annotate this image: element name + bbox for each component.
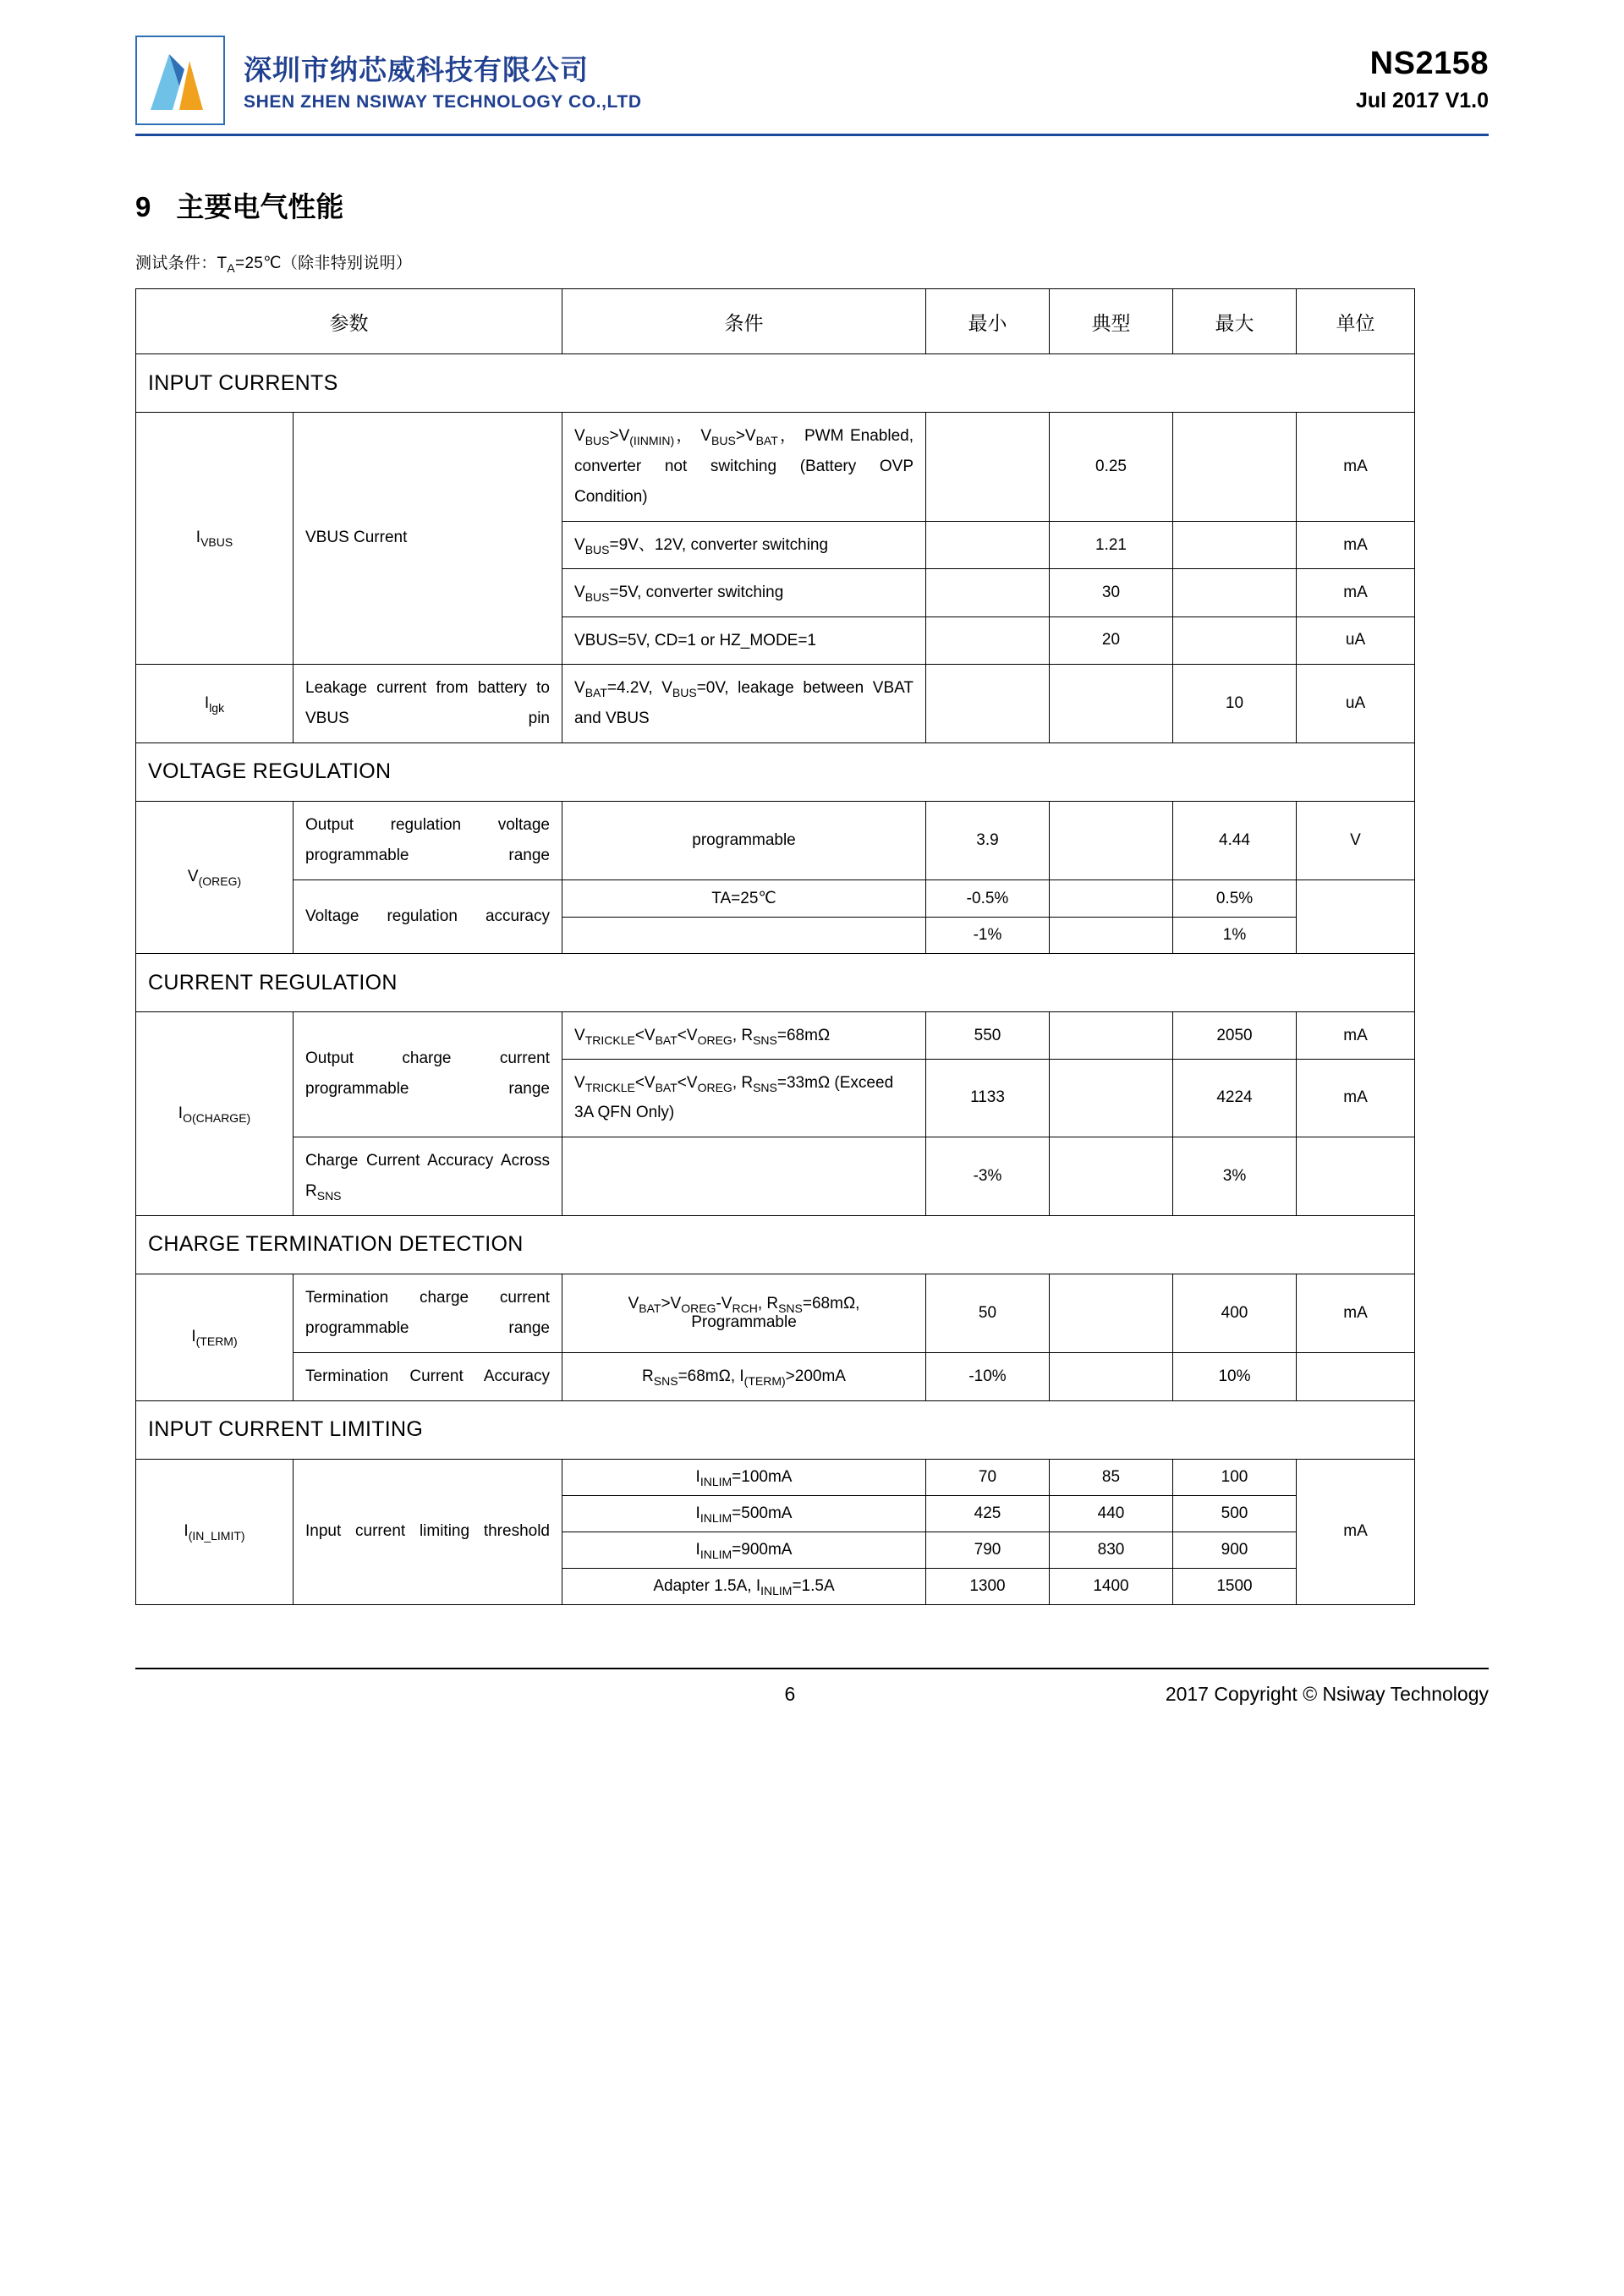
- cond-part: ， PWM Enabled, converter not switching (Battery OVP Condition): [574, 427, 914, 507]
- value-typ: 20: [1050, 616, 1173, 664]
- cond-sub: (TERM): [743, 1373, 786, 1388]
- param-symbol-ilgk: [136, 664, 294, 743]
- cond-part: V: [574, 536, 585, 555]
- cond-part: ， V: [674, 427, 712, 445]
- cond-part: , R: [757, 1294, 779, 1312]
- cond-sub: RCH: [732, 1301, 758, 1315]
- group-header-row: [136, 1215, 1415, 1274]
- cond-sub: INLIM: [700, 1510, 732, 1525]
- condition-cell: [562, 1352, 926, 1400]
- part-number: NS2158: [1369, 46, 1489, 81]
- cond-part: =68mΩ, I: [678, 1367, 744, 1385]
- page-header: [135, 0, 1489, 125]
- cond-part: V: [574, 1074, 585, 1093]
- column-header-condition: 条件: [562, 289, 926, 354]
- cond-sub: BAT: [639, 1301, 661, 1315]
- param-main: I: [191, 1328, 196, 1346]
- cond-part: =100mA: [732, 1467, 793, 1486]
- condition-cell: [562, 1060, 926, 1137]
- desc-sub: SNS: [316, 1188, 342, 1203]
- cond-part: =5V, converter switching: [609, 584, 784, 602]
- value-typ: [1050, 664, 1173, 743]
- nsiway-logo-icon: [135, 36, 225, 125]
- value-min: 790: [926, 1532, 1050, 1568]
- cond-part: , R: [732, 1027, 754, 1045]
- table-header-row: [136, 289, 1415, 354]
- cond-part: V: [574, 427, 585, 445]
- value-typ: 1400: [1050, 1568, 1173, 1604]
- value-unit: uA: [1297, 616, 1415, 664]
- cond-sub: OREG: [697, 1033, 732, 1047]
- value-max: 10: [1173, 664, 1297, 743]
- value-typ: 30: [1050, 569, 1173, 616]
- param-description: VBUS Current: [294, 413, 562, 665]
- value-min: -0.5%: [926, 880, 1050, 918]
- cond-sub: BUS: [584, 590, 610, 605]
- value-typ: 1.21: [1050, 522, 1173, 569]
- group-title-voltage-regulation: VOLTAGE REGULATION: [136, 743, 1415, 801]
- electrical-spec-table: [135, 288, 1415, 1605]
- value-min: [926, 616, 1050, 664]
- value-min: 425: [926, 1495, 1050, 1532]
- param-description: Voltage regulation accuracy: [294, 880, 562, 954]
- param-symbol-iterm: [136, 1274, 294, 1400]
- condition-cell: [562, 1012, 926, 1060]
- value-unit: V: [1297, 801, 1415, 879]
- cond-sub: OREG: [697, 1081, 732, 1095]
- group-header-row: [136, 743, 1415, 801]
- condition-cell: [562, 918, 926, 954]
- group-header-row: [136, 354, 1415, 413]
- page-title: [135, 185, 1489, 225]
- param-main: I: [184, 1522, 189, 1541]
- cond-part: I: [695, 1504, 700, 1522]
- cond-part: V: [574, 584, 585, 602]
- param-main: I: [178, 1104, 184, 1122]
- cond-part: I: [695, 1467, 700, 1486]
- cond-sub: SNS: [753, 1033, 777, 1047]
- value-min: 550: [926, 1012, 1050, 1060]
- cond-part: I: [695, 1540, 700, 1559]
- value-unit: [1297, 1137, 1415, 1215]
- cond-part: =4.2V, V: [606, 678, 672, 697]
- company-branding: [135, 36, 642, 125]
- value-max: [1173, 522, 1297, 569]
- condition-cell: TA=25℃: [562, 880, 926, 918]
- cond-sub: SNS: [653, 1373, 678, 1388]
- cond-part: >200mA: [785, 1367, 846, 1385]
- cond-part: =0V, leakage between VBAT and VBUS: [574, 678, 914, 727]
- value-min: [926, 569, 1050, 616]
- value-unit: [1297, 880, 1415, 954]
- cond-sub: INLIM: [760, 1583, 793, 1597]
- value-typ: [1050, 918, 1173, 954]
- value-max: 500: [1173, 1495, 1297, 1532]
- cond-part: R: [642, 1367, 654, 1385]
- value-max: [1173, 569, 1297, 616]
- param-sub: (TERM): [195, 1334, 238, 1349]
- value-unit: mA: [1297, 1060, 1415, 1137]
- cond-sub: (IINMIN): [629, 433, 675, 447]
- cond-part: =9V、12V, converter switching: [609, 536, 829, 555]
- value-max: 100: [1173, 1459, 1297, 1495]
- value-min: 3.9: [926, 801, 1050, 879]
- value-typ: [1050, 1012, 1173, 1060]
- param-sub: (OREG): [198, 874, 242, 889]
- group-header-row: [136, 1400, 1415, 1459]
- param-sub: O(CHARGE): [183, 1110, 251, 1125]
- condition-cell: [562, 1568, 926, 1604]
- condition-cell: [562, 413, 926, 522]
- value-max: 1%: [1173, 918, 1297, 954]
- value-typ: 830: [1050, 1532, 1173, 1568]
- group-title-charge-termination: CHARGE TERMINATION DETECTION: [136, 1215, 1415, 1274]
- cond-part: -V: [716, 1294, 732, 1312]
- value-typ: [1050, 880, 1173, 918]
- section-number: 9: [135, 191, 151, 222]
- value-unit: [1297, 1352, 1415, 1400]
- desc-part: Charge Current Accuracy Across R: [305, 1151, 550, 1200]
- cond-sub: SNS: [778, 1301, 803, 1315]
- param-symbol-voreg: [136, 801, 294, 953]
- param-symbol-iocharge: [136, 1012, 294, 1216]
- cond-sub: TRICKLE: [584, 1033, 635, 1047]
- table-row: [136, 1459, 1415, 1495]
- cond-part: =33mΩ (Exceed 3A QFN Only): [574, 1074, 894, 1122]
- condition-cell: [562, 522, 926, 569]
- param-main: V: [187, 868, 199, 886]
- table-row: [136, 1352, 1415, 1400]
- condition-cell: VBUS=5V, CD=1 or HZ_MODE=1: [562, 616, 926, 664]
- group-title-input-currents: INPUT CURRENTS: [136, 354, 1415, 413]
- group-title-current-regulation: CURRENT REGULATION: [136, 954, 1415, 1012]
- cond-part: V: [628, 1294, 639, 1312]
- copyright-notice: 2017 Copyright © Nsiway Technology: [1165, 1682, 1489, 1705]
- param-description: Leakage current from battery to VBUS pin: [294, 664, 562, 743]
- value-max: 2050: [1173, 1012, 1297, 1060]
- cond-part: <V: [677, 1074, 698, 1093]
- table-row: [136, 413, 1415, 522]
- value-max: [1173, 616, 1297, 664]
- value-min: [926, 664, 1050, 743]
- cond-part: <V: [634, 1027, 656, 1045]
- value-typ: [1050, 1352, 1173, 1400]
- cond-sub: BAT: [655, 1081, 678, 1095]
- column-header-unit: 单位: [1297, 289, 1415, 354]
- cond-part: =1.5A: [792, 1576, 835, 1595]
- condition-cell: programmable: [562, 801, 926, 879]
- value-min: 50: [926, 1274, 1050, 1352]
- value-unit: mA: [1297, 413, 1415, 522]
- condition-cell: [562, 664, 926, 743]
- table-row: [136, 801, 1415, 879]
- column-header-max: 最大: [1173, 289, 1297, 354]
- cond-sub: BAT: [755, 433, 778, 447]
- test-condition-sub: A: [227, 260, 236, 275]
- header-divider: [135, 134, 1489, 136]
- param-main: I: [195, 529, 201, 547]
- cond-part: >V: [735, 427, 756, 445]
- param-main: I: [204, 693, 210, 712]
- param-description: Output regulation voltage programmable range: [294, 801, 562, 879]
- cond-sub: BUS: [672, 685, 697, 699]
- value-max: 900: [1173, 1532, 1297, 1568]
- condition-cell: [562, 1495, 926, 1532]
- param-sub: (IN_LIMIT): [188, 1529, 245, 1543]
- value-typ: [1050, 1274, 1173, 1352]
- param-description: Input current limiting threshold: [294, 1459, 562, 1604]
- column-header-parameter: 参数: [136, 289, 562, 354]
- cond-sub: SNS: [753, 1081, 777, 1095]
- cond-part: =68mΩ, Programmable: [691, 1294, 860, 1331]
- cond-part: <V: [634, 1074, 656, 1093]
- page-number: 6: [784, 1682, 796, 1705]
- value-min: -10%: [926, 1352, 1050, 1400]
- cond-sub: BAT: [584, 685, 607, 699]
- cond-part: V: [574, 1027, 585, 1045]
- section-heading: 主要电气性能: [176, 191, 344, 222]
- cond-sub: INLIM: [700, 1474, 732, 1488]
- page-footer: [135, 1669, 1489, 1706]
- cond-part: V: [574, 678, 585, 697]
- value-max: 4224: [1173, 1060, 1297, 1137]
- value-typ: 0.25: [1050, 413, 1173, 522]
- value-unit: uA: [1297, 664, 1415, 743]
- document-revision: Jul 2017 V1.0: [1355, 89, 1489, 112]
- condition-cell: [562, 1459, 926, 1495]
- value-min: 70: [926, 1459, 1050, 1495]
- cond-sub: OREG: [681, 1301, 716, 1315]
- cond-part: >V: [609, 427, 630, 445]
- company-name-cn: 深圳市纳芯威科技有限公司: [244, 53, 589, 85]
- value-max: 4.44: [1173, 801, 1297, 879]
- param-symbol-iinlimit: [136, 1459, 294, 1604]
- table-row: [136, 1012, 1415, 1060]
- value-min: -1%: [926, 918, 1050, 954]
- table-row: [136, 880, 1415, 918]
- cond-part: =68mΩ: [776, 1027, 831, 1045]
- param-sub: lgk: [209, 700, 225, 715]
- param-description: Termination charge current programmable range: [294, 1274, 562, 1352]
- value-max: 3%: [1173, 1137, 1297, 1215]
- cond-sub: BUS: [711, 433, 736, 447]
- value-min: [926, 413, 1050, 522]
- value-unit: mA: [1297, 569, 1415, 616]
- cond-sub: INLIM: [700, 1547, 732, 1561]
- group-header-row: [136, 954, 1415, 1012]
- company-name-block: [244, 47, 642, 114]
- value-unit: mA: [1297, 1459, 1415, 1604]
- column-header-min: 最小: [926, 289, 1050, 354]
- value-min: 1300: [926, 1568, 1050, 1604]
- table-row: [136, 664, 1415, 743]
- value-max: 1500: [1173, 1568, 1297, 1604]
- value-max: [1173, 413, 1297, 522]
- cond-part: =500mA: [732, 1504, 793, 1522]
- column-header-typ: 典型: [1050, 289, 1173, 354]
- condition-cell: [562, 1532, 926, 1568]
- param-description: [294, 1137, 562, 1215]
- param-symbol-ivbus: [136, 413, 294, 665]
- cond-sub: BUS: [584, 433, 610, 447]
- cond-sub: TRICKLE: [584, 1081, 635, 1095]
- cond-part: <V: [677, 1027, 698, 1045]
- value-typ: 440: [1050, 1495, 1173, 1532]
- value-typ: [1050, 801, 1173, 879]
- condition-cell: [562, 1137, 926, 1215]
- value-unit: mA: [1297, 1274, 1415, 1352]
- test-condition-prefix: 测试条件：T: [135, 255, 228, 272]
- company-name-en: SHEN ZHEN NSIWAY TECHNOLOGY CO.,LTD: [244, 91, 642, 112]
- condition-cell: [562, 569, 926, 616]
- part-info: [1356, 36, 1489, 113]
- cond-sub: BUS: [584, 543, 610, 557]
- value-max: 400: [1173, 1274, 1297, 1352]
- param-description: Termination Current Accuracy: [294, 1352, 562, 1400]
- value-typ: 85: [1050, 1459, 1173, 1495]
- param-description: Output charge current programmable range: [294, 1012, 562, 1137]
- table-row: [136, 1137, 1415, 1215]
- cond-sub: BAT: [655, 1033, 678, 1047]
- value-typ: [1050, 1137, 1173, 1215]
- value-unit: mA: [1297, 1012, 1415, 1060]
- value-min: -3%: [926, 1137, 1050, 1215]
- value-max: 10%: [1173, 1352, 1297, 1400]
- condition-cell: [562, 1274, 926, 1352]
- value-max: 0.5%: [1173, 880, 1297, 918]
- table-row: [136, 1274, 1415, 1352]
- cond-part: =900mA: [732, 1540, 793, 1559]
- param-sub: VBUS: [200, 535, 233, 550]
- group-title-input-current-limiting: INPUT CURRENT LIMITING: [136, 1400, 1415, 1459]
- value-unit: mA: [1297, 522, 1415, 569]
- value-min: 1133: [926, 1060, 1050, 1137]
- value-min: [926, 522, 1050, 569]
- cond-part: >V: [661, 1294, 682, 1312]
- test-condition-suffix: =25℃（除非特别说明）: [235, 255, 413, 272]
- value-typ: [1050, 1060, 1173, 1137]
- test-condition-note: [135, 250, 1489, 273]
- cond-part: , R: [732, 1074, 754, 1093]
- cond-part: Adapter 1.5A, I: [653, 1576, 761, 1595]
